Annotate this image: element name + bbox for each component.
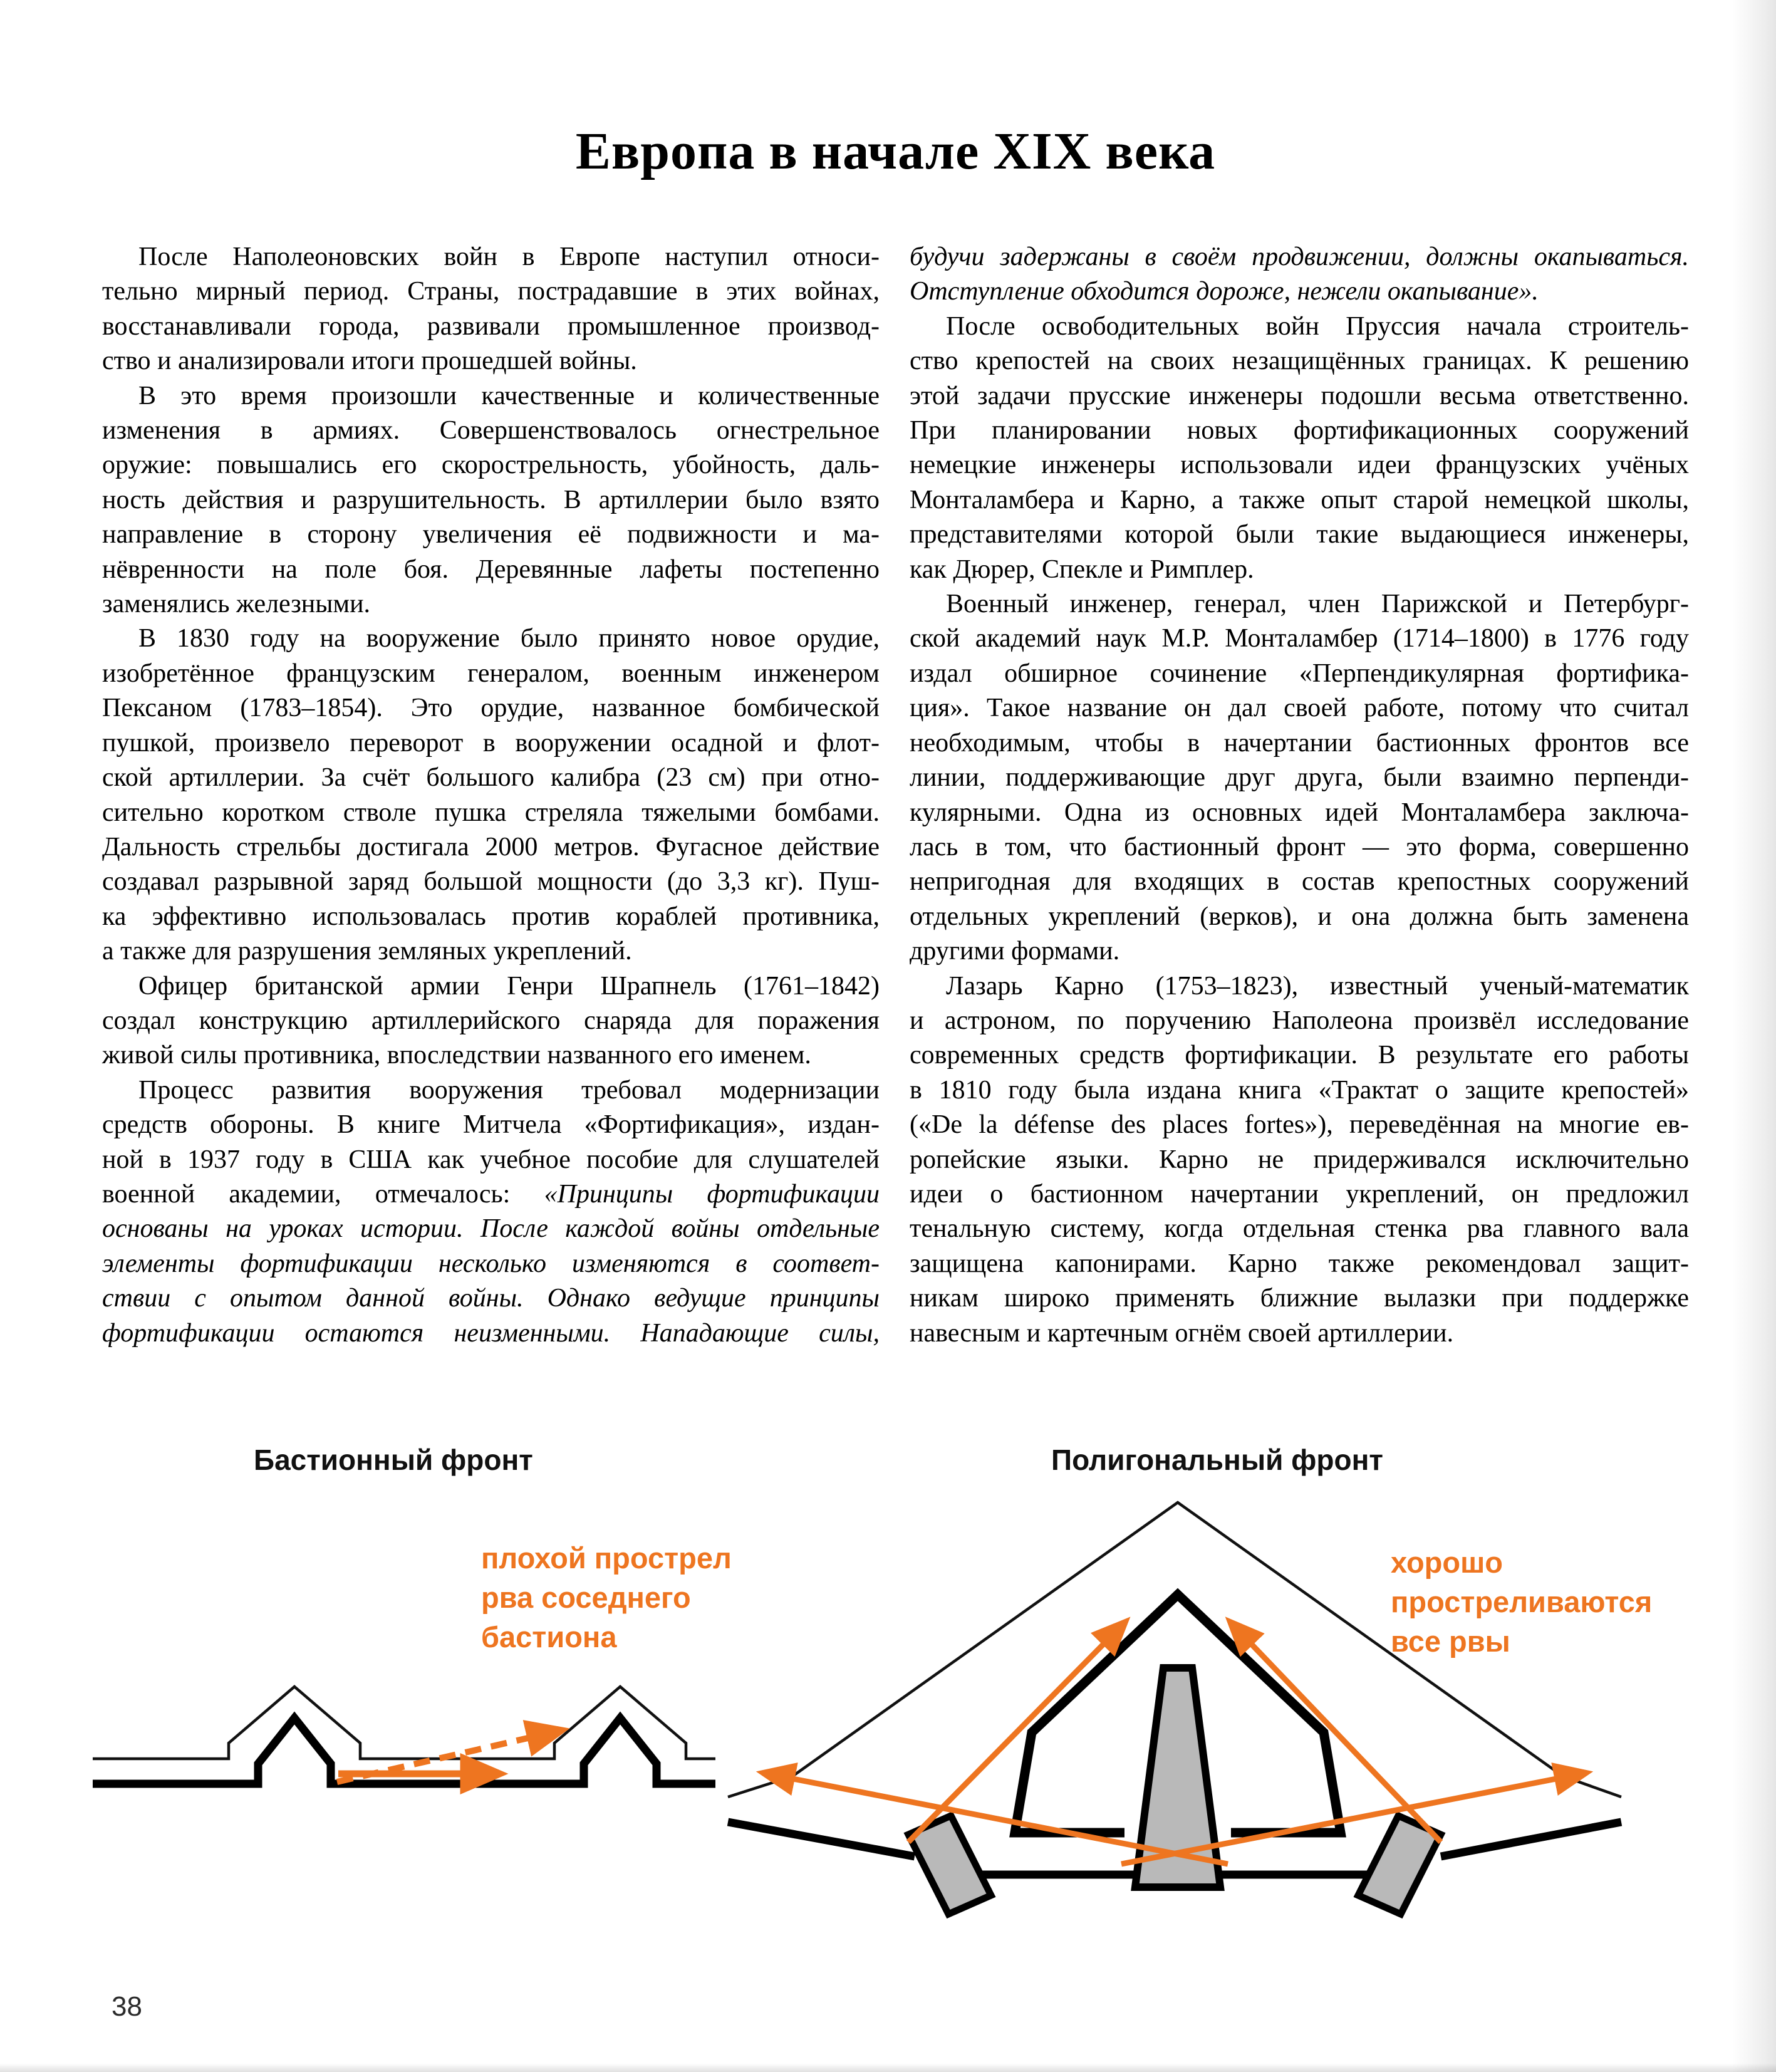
paragraph <box>910 310 1689 587</box>
text-line: сительно коротком стволе пушка стреляла тяжелыми бомбами. <box>102 798 880 827</box>
text-line: ропейские языки. Карно не придерживался исключительно <box>910 1145 1689 1174</box>
figure-note-line: все рвы <box>1391 1625 1510 1658</box>
text-line: Военный инженер, генерал, член Парижской и Петербург- <box>946 590 1689 619</box>
text-line: В это время произошли качественные и количественные <box>138 381 880 410</box>
paragraph <box>102 379 880 622</box>
text-line: Офицер британской армии Генри Шрапнель (1761–1842) <box>138 971 880 1001</box>
text-line: создал конструкцию артиллерийского снаряда для поражения <box>102 1006 880 1035</box>
text-line: в 1810 году была издана книга «Трактат о защите крепостей» <box>910 1075 1689 1105</box>
text-line: Монталамбера и Карно, а также опыт старой немецкой школы, <box>910 485 1689 514</box>
text-line: как Дюрер, Спекле и Римплер. <box>910 554 1254 584</box>
text-line: представителями которой были такие выдающиеся инженеры, <box>910 520 1689 549</box>
paragraph <box>102 240 880 379</box>
text-line: При планировании новых фортификационных сооружений <box>910 416 1689 445</box>
text-line: («De la défense des places fortes»), переведённая на многие ев- <box>910 1110 1689 1140</box>
text-line: пушкой, произвело переворот в вооружении осадной и флот- <box>102 728 880 757</box>
polygonal-figure-title: Полигональный фронт <box>1051 1444 1383 1476</box>
text-line: линии, поддерживающие друг друга, были взаимно перпенди- <box>910 763 1689 793</box>
text-line: ность действия и разрушительность. В артиллерии было взято <box>102 485 880 514</box>
text-line: и астроном, по поручению Наполеона произвёл исследование <box>910 1006 1689 1035</box>
text-line: этой задачи прусские инженеры подошли весьма ответственно. <box>910 381 1689 410</box>
text-line: создавал разрывной заряд большой мощности (до 3,3 кг). Пуш- <box>102 867 880 897</box>
polygonal-front-diagram <box>720 1491 1629 1939</box>
text-line: основаны на уроках истории. После каждой войны отдельные <box>102 1214 880 1244</box>
text-line: Процесс развития вооружения требовал модернизации <box>138 1075 880 1105</box>
text-line: ция». Такое название он дал своей работе, потому что считал <box>910 694 1689 723</box>
text-line: тенальную систему, когда отдельная стенка рва главного вала <box>910 1214 1689 1244</box>
text-line: направление в сторону увеличения её подвижности и ма- <box>102 520 880 549</box>
text-line: средств обороны. В книге Митчела «Фортификация», издан- <box>102 1110 880 1140</box>
figure-note-line: простреливаются <box>1391 1585 1653 1618</box>
text-line: ской артиллерии. За счёт большого калибра (23 см) при отно- <box>102 763 880 793</box>
bastion-figure-title: Бастионный фронт <box>254 1444 533 1476</box>
paragraph <box>102 1073 880 1351</box>
text-line: кулярными. Одна из основных идей Монталамбера заключа- <box>910 798 1689 827</box>
text-line: идеи о бастионном начертании укреплений, он предложил <box>910 1179 1689 1209</box>
text-line: ство крепостей на своих незащищённых границах. К решению <box>910 346 1689 376</box>
text-line: никам широко применять ближние вылазки при поддержке <box>910 1284 1689 1313</box>
right-text-column <box>910 240 1689 1351</box>
text-line: лась в том, что бастионный фронт — это форма, совершенно <box>910 832 1689 862</box>
text-line: оружие: повышались его скорострельность, убойность, даль- <box>102 450 880 480</box>
figure-note-line: плохой прострел <box>481 1541 732 1575</box>
text-line: навесным и картечным огнём своей артиллерии. <box>910 1318 1454 1348</box>
paragraph <box>910 240 1689 310</box>
text-line: восстанавливали города, развивали промышленное производ- <box>102 311 880 341</box>
paragraph <box>910 587 1689 969</box>
figure-note-line: хорошо <box>1391 1546 1503 1579</box>
left-text-column <box>102 240 880 1351</box>
text-line: отдельных укреплений (верков), и она должна быть заменена <box>910 902 1689 931</box>
scan-edge-shadow-bottom <box>0 2063 1776 2072</box>
text-line: Отступление обходится дороже, нежели окапывание». <box>910 277 1539 306</box>
text-line: ствии с опытом данной войны. Однако ведущие принципы <box>102 1284 880 1313</box>
bastion-front-diagram <box>88 1673 720 1817</box>
paragraph <box>910 969 1689 1351</box>
text-line: ство и анализировали итоги прошедшей войны. <box>102 346 637 376</box>
text-line: современных средств фортификации. В результате его работы <box>910 1041 1689 1070</box>
scan-edge-shadow-right <box>1732 0 1776 2072</box>
figure-note-line: рва соседнего <box>481 1581 691 1614</box>
text-line: В 1830 году на вооружение было принято новое орудие, <box>138 624 880 653</box>
paragraph <box>102 622 880 969</box>
text-line: фортификации остаются неизменными. Нападающие силы, <box>102 1318 880 1348</box>
text-line: другими формами. <box>910 937 1120 966</box>
text-line: непригодная для входящих в состав крепостных сооружений <box>910 867 1689 897</box>
text-line: изобретённое французским генералом, военным инженером <box>102 659 880 688</box>
text-line: издал обширное сочинение «Перпендикулярная фортифика- <box>910 659 1689 688</box>
text-line: После Наполеоновских войн в Европе наступил относи- <box>138 242 880 271</box>
text-line: нёвренности на поле боя. Деревянные лафеты постепенно <box>102 554 880 584</box>
text-line: Лазарь Карно (1753–1823), известный ученый-математик <box>946 971 1689 1001</box>
text-line: ской академий наук М.Р. Монталамбер (1714–1800) в 1776 году <box>910 624 1689 653</box>
text-line: а также для разрушения земляных укреплений. <box>102 937 632 966</box>
page-title: Европа в начале XIX века <box>575 122 1216 180</box>
text-line: изменения в армиях. Совершенствовалось огнестрельное <box>102 416 880 445</box>
page-number: 38 <box>112 1991 142 2022</box>
text-line: заменялись железными. <box>102 590 371 619</box>
text-line: необходимым, чтобы в начертании бастионных фронтов все <box>910 728 1689 757</box>
text-line: Пексаном (1783–1854). Это орудие, названное бомбической <box>102 694 880 723</box>
right-wing-scarp-line <box>1441 1822 1621 1856</box>
paragraph <box>102 969 880 1073</box>
text-line: После освободительных войн Пруссия начала строитель- <box>946 311 1689 341</box>
text-line: Дальность стрельбы достигала 2000 метров. Фугасное действие <box>102 832 880 862</box>
text-line: элементы фортификации несколько изменяются в соответ- <box>102 1249 880 1278</box>
left-wing-scarp-line <box>728 1822 915 1856</box>
text-line: ка эффективно использовалась против кораблей противника, <box>102 902 880 931</box>
text-line: военной академии, отмечалось: «Принципы фортификации <box>102 1179 880 1209</box>
text-line: живой силы противника, впоследствии названного его именем. <box>102 1041 811 1070</box>
figure-note-line: бастиона <box>481 1620 617 1653</box>
text-line: будучи задержаны в своём продвижении, должны окапываться. <box>910 242 1689 271</box>
text-line: защищена капонирами. Карно также рекомендовал защит- <box>910 1249 1689 1278</box>
text-line: ной в 1937 году в США как учебное пособие для слушателей <box>102 1145 880 1174</box>
text-line: немецкие инженеры использовали идеи французских учёных <box>910 450 1689 480</box>
text-line: тельно мирный период. Страны, пострадавшие в этих войнах, <box>102 277 880 306</box>
